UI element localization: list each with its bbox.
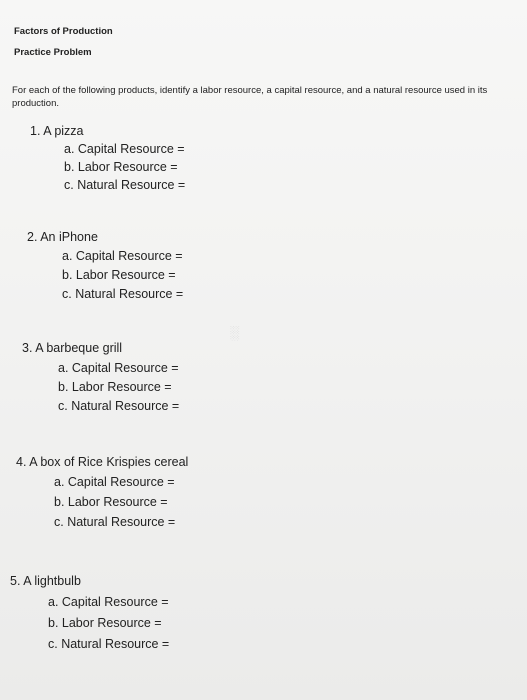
page-title: Factors of Production <box>14 26 113 37</box>
problem-5-capital: a. Capital Resource = <box>48 595 169 609</box>
problem-5-label: 5. A lightbulb <box>10 574 81 588</box>
problem-4-labor: b. Labor Resource = <box>54 495 168 509</box>
problem-3-label: 3. A barbeque grill <box>22 341 123 355</box>
problem-5-natural: c. Natural Resource = <box>48 637 170 651</box>
problem-1-label: 1. A pizza <box>30 124 84 138</box>
problem-1-natural: c. Natural Resource = <box>64 178 186 192</box>
problem-4-label: 4. A box of Rice Krispies cereal <box>16 455 189 469</box>
problem-1-capital: a. Capital Resource = <box>64 142 185 156</box>
problem-2-labor: b. Labor Resource = <box>62 268 176 282</box>
problem-2-capital: a. Capital Resource = <box>62 249 183 263</box>
problem-3-labor: b. Labor Resource = <box>58 380 172 394</box>
problem-4-capital: a. Capital Resource = <box>54 475 175 489</box>
problem-4-natural: c. Natural Resource = <box>54 515 176 529</box>
problem-2-label: 2. An iPhone <box>27 230 98 244</box>
page-subtitle: Practice Problem <box>14 47 92 58</box>
problem-1-labor: b. Labor Resource = <box>64 160 178 174</box>
problem-2-natural: c. Natural Resource = <box>62 287 184 301</box>
problem-3-natural: c. Natural Resource = <box>58 399 180 413</box>
problem-5-labor: b. Labor Resource = <box>48 616 162 630</box>
problem-3-capital: a. Capital Resource = <box>58 361 179 375</box>
bleed-through-mark: ░ <box>230 325 240 340</box>
instructions-text: For each of the following products, identify a labor resource, a capital resource, and a natural resource used in its production. <box>12 85 488 109</box>
